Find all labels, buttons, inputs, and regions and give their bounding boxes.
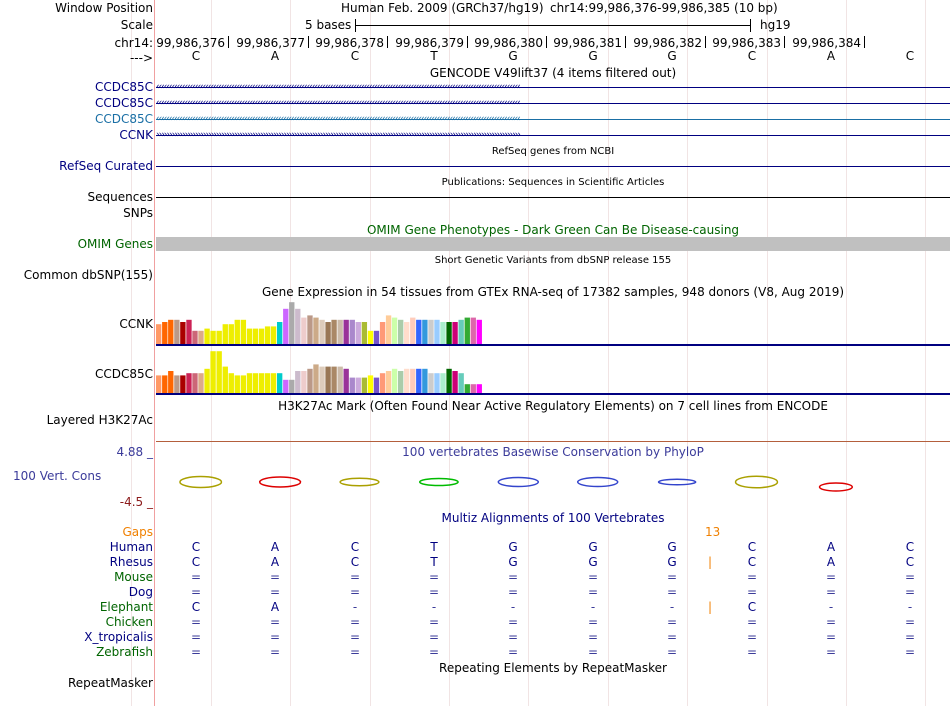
publications-track-title: Publications: Sequences in Scientific Articles [441,177,665,188]
gtex-tissue-bar[interactable] [338,320,343,344]
alignment-base[interactable]: = [507,630,519,644]
gtex-gene-label-ccnk[interactable]: CCNK [119,317,153,331]
alignment-base[interactable]: C [905,555,915,569]
coordinate-tick-label: 99,986,381 [553,36,622,50]
gtex-tissue-bar[interactable] [374,331,379,344]
scale-bar [355,25,751,26]
alignment-base[interactable]: A [826,555,836,569]
species-label[interactable]: Mouse [114,570,153,584]
gtex-tissue-bar[interactable] [247,329,252,344]
alignment-base[interactable]: = [904,615,916,629]
gtex-tissue-bar[interactable] [465,318,470,344]
gtex-tissue-bar[interactable] [404,369,409,393]
phylop-score-mark[interactable] [420,479,458,486]
alignment-base[interactable]: = [428,585,440,599]
gtex-tissue-bar[interactable] [452,371,457,393]
strand-label[interactable]: ---> [129,51,153,65]
gtex-tissue-bar[interactable] [477,384,482,393]
gtex-tissue-bar[interactable] [289,302,294,344]
gtex-svg[interactable] [0,300,950,400]
gtex-tissue-bar[interactable] [204,369,209,393]
alignment-base[interactable]: = [507,585,519,599]
alignment-base[interactable]: = [825,615,837,629]
alignment-base[interactable]: G [588,540,598,554]
gtex-tissue-bar[interactable] [398,320,403,344]
gtex-tissue-bar[interactable] [392,318,397,344]
strand-chevrons: ‹‹‹‹‹‹‹‹‹‹‹‹‹‹‹‹‹‹‹‹‹‹‹‹‹‹‹‹‹‹‹‹‹‹‹‹‹‹‹‹‹‹‹‹‹‹‹‹‹‹‹‹‹‹‹‹‹‹‹‹‹‹‹‹‹‹‹‹‹‹‹‹‹‹‹‹‹‹‹‹‹‹‹‹‹‹‹‹‹‹‹‹‹‹‹‹‹‹‹‹‹‹‹‹‹‹‹‹‹‹‹‹‹‹‹‹‹‹‹‹‹‹‹‹‹‹‹‹‹‹‹‹‹‹‹‹‹‹‹‹ [156,98,520,108]
phylop-track-title: 100 vertebrates Basewise Conservation by PhyloP [402,445,704,459]
gtex-track-title: Gene Expression in 54 tissues from GTEx RNA-seq of 17382 samples, 948 donors (V8, Aug 2019) [261,285,845,299]
window-position-label: Window Position [55,1,153,15]
gtex-tissue-bar[interactable] [350,320,355,344]
species-label[interactable]: Zebrafish [96,645,153,659]
gtex-tissue-bar[interactable] [434,320,439,344]
alignment-base[interactable]: = [904,585,916,599]
alignment-base[interactable]: = [587,615,599,629]
gtex-tissue-bar[interactable] [410,318,415,344]
alignment-base[interactable]: = [428,630,440,644]
phylop-score-mark[interactable] [820,483,853,491]
refseq-track-title: RefSeq genes from NCBI [491,146,615,157]
alignment-base[interactable]: = [507,570,519,584]
gtex-tissue-bar[interactable] [319,320,324,344]
omim-gene-block[interactable] [156,237,950,251]
multiz-track-title: Multiz Alignments of 100 Vertebrates [441,511,665,525]
gtex-tissue-bar[interactable] [362,378,367,393]
gtex-tissue-bar[interactable] [338,367,343,393]
alignment-base[interactable]: C [747,600,757,614]
species-label[interactable]: Rhesus [109,555,153,569]
dbsnp-track-title: Short Genetic Variants from dbSNP release 155 [434,255,672,266]
gtex-tissue-bar[interactable] [295,309,300,344]
strand-chevrons: ‹‹‹‹‹‹‹‹‹‹‹‹‹‹‹‹‹‹‹‹‹‹‹‹‹‹‹‹‹‹‹‹‹‹‹‹‹‹‹‹‹‹‹‹‹‹‹‹‹‹‹‹‹‹‹‹‹‹‹‹‹‹‹‹‹‹‹‹‹‹‹‹‹‹‹‹‹‹‹‹‹‹‹‹‹‹‹‹‹‹‹‹‹‹‹‹‹‹‹‹‹‹‹‹‹‹‹‹‹‹‹‹‹‹‹‹‹‹‹‹‹‹‹‹‹‹‹‹‹‹‹‹‹‹‹‹‹‹‹‹ [156,82,520,92]
alignment-base[interactable]: = [190,570,202,584]
phylop-label[interactable]: 100 Vert. Cons [13,469,102,483]
alignment-base[interactable]: C [747,555,757,569]
alignment-base[interactable]: = [746,570,758,584]
gtex-tissue-bar[interactable] [210,351,215,393]
gtex-tissue-bar[interactable] [386,315,391,344]
gtex-tissue-bar[interactable] [416,369,421,393]
species-label[interactable]: Human [109,540,153,554]
gtex-tissue-bar[interactable] [265,373,270,393]
sequence-base[interactable]: T [430,49,438,63]
coordinate-tick-label: 99,986,382 [633,36,702,50]
gtex-tissue-bar[interactable] [295,371,300,393]
alignment-base[interactable]: C [350,540,360,554]
coordinate-tick [387,36,388,48]
alignment-base[interactable]: - [431,600,437,614]
alignment-base[interactable]: = [666,630,678,644]
alignment-base[interactable]: - [669,600,675,614]
gtex-tissue-bar[interactable] [229,373,234,393]
alignment-base[interactable]: = [666,645,678,659]
gene-label-ccdc85c[interactable]: CCDC85C [94,80,153,94]
alignment-base[interactable]: A [270,540,280,554]
phylop-score-mark[interactable] [260,477,301,487]
gtex-tissue-bar[interactable] [398,371,403,393]
gtex-tissue-bar[interactable] [247,373,252,393]
phylop-score-mark[interactable] [180,477,222,488]
alignment-base[interactable]: = [349,645,361,659]
alignment-base[interactable]: = [746,585,758,599]
gene-label-ccdc85c[interactable]: CCDC85C [94,96,153,110]
gtex-tissue-bar[interactable] [416,320,421,344]
phylop-score-mark[interactable] [498,478,538,487]
gtex-tissue-bar[interactable] [368,331,373,344]
alignment-base[interactable]: = [269,645,281,659]
strand-chevrons: ‹‹‹‹‹‹‹‹‹‹‹‹‹‹‹‹‹‹‹‹‹‹‹‹‹‹‹‹‹‹‹‹‹‹‹‹‹‹‹‹‹‹‹‹‹‹‹‹‹‹‹‹‹‹‹‹‹‹‹‹‹‹‹‹‹‹‹‹‹‹‹‹‹‹‹‹‹‹‹‹‹‹‹‹‹‹‹‹‹‹‹‹‹‹‹‹‹‹‹‹‹‹‹‹‹‹‹‹‹‹‹‹‹‹‹‹‹‹‹‹‹‹‹‹‹‹‹‹‹‹‹‹‹‹‹‹‹‹‹‹ [156,114,520,124]
alignment-base[interactable]: = [349,585,361,599]
gtex-tissue-bar[interactable] [313,364,318,393]
gtex-tissue-bar[interactable] [265,326,270,344]
alignment-base[interactable]: = [904,570,916,584]
alignment-base[interactable]: = [825,645,837,659]
alignment-base[interactable]: G [667,540,677,554]
alignment-base[interactable]: = [666,615,678,629]
gtex-tissue-bar[interactable] [271,373,276,393]
alignment-base[interactable]: = [666,585,678,599]
gtex-tissue-bar[interactable] [289,380,294,393]
alignment-base[interactable]: = [269,615,281,629]
alignment-base[interactable]: = [269,585,281,599]
alignment-base[interactable]: = [190,615,202,629]
gtex-tissue-bar[interactable] [186,373,191,393]
phylop-score-mark[interactable] [340,478,379,486]
sequences-label[interactable]: Sequences [87,190,153,204]
gtex-tissue-bar[interactable] [174,375,179,393]
omim-track-title: OMIM Gene Phenotypes - Dark Green Can Be Disease-causing [366,223,740,237]
gtex-tissue-bar[interactable] [356,322,361,344]
dbsnp-label[interactable]: Common dbSNP(155) [23,268,153,282]
alignment-base[interactable]: = [587,645,599,659]
alignment-base[interactable]: - [828,600,834,614]
refseq-track-line[interactable] [156,166,950,167]
gap-count[interactable]: 13 [705,525,721,539]
gtex-tissue-bar[interactable] [410,369,415,393]
alignment-base[interactable]: = [269,570,281,584]
species-label[interactable]: Chicken [105,615,153,629]
alignment-base[interactable]: = [666,570,678,584]
sequence-base[interactable]: C [191,49,201,63]
coordinate-tick [546,36,547,48]
coordinate-tick-label: 99,986,378 [315,36,384,50]
gtex-tissue-bar[interactable] [422,369,427,393]
gtex-tissue-bar[interactable] [277,373,282,393]
gtex-tissue-bar[interactable] [325,322,330,344]
gtex-gene-label-ccdc85c[interactable]: CCDC85C [94,367,153,381]
strand-chevrons: ›››››››››››››››››››››››››››››››››››››››››››››››››››››››››››››››››››››››››››››››››››››››››››››››››››››››››››››››››››››››››››››››››››››››››››› [156,130,520,140]
sequence-base[interactable]: C [350,49,360,63]
gtex-tissue-bar[interactable] [180,375,185,393]
species-label[interactable]: X_tropicalis [84,630,153,644]
gtex-tissue-bar[interactable] [241,320,246,344]
gtex-tissue-bar[interactable] [319,367,324,393]
repeatmasker-label[interactable]: RepeatMasker [67,676,153,690]
alignment-base[interactable]: = [507,645,519,659]
alignment-base[interactable]: = [428,570,440,584]
alignment-base[interactable]: = [190,630,202,644]
gtex-tissue-bar[interactable] [368,375,373,393]
gtex-tissue-bar[interactable] [380,322,385,344]
coordinate-tick [308,36,309,48]
alignment-base[interactable]: C [905,540,915,554]
gtex-tissue-bar[interactable] [210,331,215,344]
gtex-tissue-bar[interactable] [325,367,330,393]
alignment-base[interactable]: = [428,615,440,629]
gtex-tissue-bar[interactable] [162,375,167,393]
alignment-base[interactable]: = [746,645,758,659]
gtex-tissue-bar[interactable] [192,331,197,344]
gtex-tissue-bar[interactable] [198,373,203,393]
phylop-score-mark[interactable] [659,479,696,485]
gencode-track-title: GENCODE V49lift37 (4 items filtered out) [429,66,677,80]
gtex-tissue-bar[interactable] [271,326,276,344]
gtex-tissue-bar[interactable] [301,318,306,344]
alignment-base[interactable]: = [746,630,758,644]
gtex-tissue-bar[interactable] [198,331,203,344]
gtex-tissue-bar[interactable] [174,320,179,344]
gtex-tissue-bar[interactable] [362,322,367,344]
gtex-tissue-bar[interactable] [168,371,173,393]
alignment-base[interactable]: C [191,600,201,614]
gtex-tissue-bar[interactable] [168,320,173,344]
assembly-name: Human Feb. 2009 (GRCh37/hg19) [341,1,544,15]
alignment-base[interactable]: = [349,570,361,584]
gtex-tissue-bar[interactable] [259,373,264,393]
scale-db: hg19 [760,18,791,32]
alignment-base[interactable]: G [508,540,518,554]
snps-label[interactable]: SNPs [123,206,153,220]
sequence-base[interactable]: G [588,49,598,63]
alignment-base[interactable]: = [825,570,837,584]
alignment-base[interactable]: = [825,630,837,644]
gtex-tissue-bar[interactable] [380,373,385,393]
gtex-tissue-bar[interactable] [217,331,222,344]
gtex-tissue-bar[interactable] [374,378,379,393]
sequence-base[interactable]: C [747,49,757,63]
alignment-base[interactable]: G [588,555,598,569]
position-readout: chr14:99,986,376-99,986,385 (10 bp) [550,1,778,15]
h3k27ac-label[interactable]: Layered H3K27Ac [46,413,153,427]
repeatmasker-track-title: Repeating Elements by RepeatMasker [439,661,667,675]
gtex-tissue-bar[interactable] [235,375,240,393]
gtex-tissue-bar[interactable] [192,373,197,393]
gtex-tissue-bar[interactable] [452,322,457,344]
gtex-tissue-bar[interactable] [223,324,228,344]
alignment-base[interactable]: = [428,645,440,659]
coordinate-tick-label: 99,986,383 [712,36,781,50]
gtex-tissue-bar[interactable] [440,322,445,344]
species-label[interactable]: Dog [128,585,153,599]
scale-text: 5 bases [305,18,352,32]
gtex-tissue-bar[interactable] [301,371,306,393]
gtex-tissue-bar[interactable] [229,324,234,344]
gaps-label[interactable]: Gaps [122,525,153,539]
gtex-tissue-bar[interactable] [465,384,470,393]
gtex-tissue-bar[interactable] [204,329,209,344]
chrom-label[interactable]: chr14: [114,36,153,50]
phylop-score-mark[interactable] [736,476,778,488]
alignment-base[interactable]: - [907,600,913,614]
gtex-tissue-bar[interactable] [356,378,361,393]
gtex-tissue-bar[interactable] [283,309,288,344]
alignment-base[interactable]: C [191,540,201,554]
gtex-tissue-bar[interactable] [471,318,476,344]
coordinate-tick [625,36,626,48]
alignment-base[interactable]: T [430,540,438,554]
alignment-base[interactable]: = [349,615,361,629]
gtex-tissue-bar[interactable] [156,375,161,393]
gtex-tissue-bar[interactable] [235,320,240,344]
gtex-tissue-bar[interactable] [241,375,246,393]
insertion-marker[interactable]: | [708,600,713,614]
alignment-base[interactable]: = [587,630,599,644]
coordinate-tick [467,36,468,48]
sequence-base[interactable]: C [905,49,915,63]
gtex-tissue-bar[interactable] [434,373,439,393]
scale-bar-right-tick [750,19,751,32]
alignment-base[interactable]: = [904,645,916,659]
scale-label: Scale [120,18,153,32]
alignment-base[interactable]: C [350,555,360,569]
gtex-tissue-bar[interactable] [422,320,427,344]
gtex-baseline-ccdc85c [156,393,950,395]
alignment-base[interactable]: = [269,630,281,644]
sequence-base[interactable]: A [826,49,836,63]
gtex-tissue-bar[interactable] [392,369,397,393]
h3k27ac-baseline[interactable] [156,441,950,442]
h3k27ac-track-title: H3K27Ac Mark (Often Found Near Active Regulatory Elements) on 7 cell lines from ENCODE [278,399,828,413]
coordinate-tick-label: 99,986,384 [792,36,861,50]
refseq-label[interactable]: RefSeq Curated [59,159,153,173]
alignment-base[interactable]: C [191,555,201,569]
alignment-base[interactable]: A [270,600,280,614]
publications-track-line[interactable] [156,197,950,198]
gtex-tissue-bar[interactable] [217,351,222,393]
sequence-base[interactable]: G [508,49,518,63]
alignment-base[interactable]: = [190,645,202,659]
gtex-tissue-bar[interactable] [162,322,167,344]
sequence-base[interactable]: G [667,49,677,63]
gtex-tissue-bar[interactable] [404,322,409,344]
alignment-base[interactable]: = [825,585,837,599]
coordinate-tick [705,36,706,48]
gtex-tissue-bar[interactable] [471,384,476,393]
gene-label-ccdc85c[interactable]: CCDC85C [94,112,153,126]
alignment-base[interactable]: = [349,630,361,644]
alignment-base[interactable]: = [587,570,599,584]
gtex-tissue-bar[interactable] [459,320,464,344]
omim-label[interactable]: OMIM Genes [77,237,153,251]
alignment-base[interactable]: = [746,615,758,629]
coordinate-tick [864,36,865,48]
alignment-base[interactable]: T [430,555,438,569]
phylop-y-min: -4.5 _ [119,495,153,509]
gtex-tissue-bar[interactable] [253,373,258,393]
gtex-tissue-bar[interactable] [350,378,355,393]
gtex-tissue-bar[interactable] [446,322,451,344]
alignment-base[interactable]: - [510,600,516,614]
gtex-tissue-bar[interactable] [277,322,282,344]
gtex-tissue-bar[interactable] [477,320,482,344]
coordinate-tick [228,36,229,48]
coordinate-tick [784,36,785,48]
scale-bar-left-tick [355,19,356,32]
insertion-marker[interactable]: | [708,555,713,569]
gtex-tissue-bar[interactable] [428,320,433,344]
gtex-tissue-bar[interactable] [283,380,288,393]
gtex-tissue-bar[interactable] [331,367,336,393]
alignment-base[interactable]: = [587,585,599,599]
alignment-base[interactable]: G [667,555,677,569]
coordinate-tick-label: 99,986,377 [236,36,305,50]
gtex-tissue-bar[interactable] [440,373,445,393]
alignment-base[interactable]: - [590,600,596,614]
alignment-base[interactable]: C [747,540,757,554]
alignment-base[interactable]: G [508,555,518,569]
gene-label-ccnk[interactable]: CCNK [119,128,153,142]
gtex-tissue-bar[interactable] [344,320,349,344]
gtex-tissue-bar[interactable] [180,322,185,344]
gtex-tissue-bar[interactable] [459,373,464,393]
gtex-tissue-bar[interactable] [259,329,264,344]
gtex-tissue-bar[interactable] [156,324,161,344]
species-label[interactable]: Elephant [99,600,153,614]
gtex-tissue-bar[interactable] [344,369,349,393]
gtex-baseline-ccnk [156,344,950,346]
phylop-y-max: 4.88 _ [116,445,153,459]
coordinate-tick-label: 99,986,376 [156,36,225,50]
alignment-base[interactable]: - [352,600,358,614]
phylop-score-mark[interactable] [578,478,618,487]
alignment-base[interactable]: A [826,540,836,554]
gtex-tissue-bar[interactable] [253,329,258,344]
sequence-base[interactable]: A [270,49,280,63]
coordinate-tick-label: 99,986,380 [474,36,543,50]
gtex-tissue-bar[interactable] [313,318,318,344]
gtex-tissue-bar[interactable] [223,367,228,393]
gtex-tissue-bar[interactable] [331,320,336,344]
gtex-tissue-bar[interactable] [307,315,312,344]
alignment-base[interactable]: A [270,555,280,569]
phylop-svg[interactable] [0,460,950,510]
gtex-tissue-bar[interactable] [386,371,391,393]
gtex-tissue-bar[interactable] [307,369,312,393]
alignment-base[interactable]: = [904,630,916,644]
gtex-tissue-bar[interactable] [186,320,191,344]
gtex-tissue-bar[interactable] [446,369,451,393]
gtex-tissue-bar[interactable] [428,373,433,393]
alignment-base[interactable]: = [507,615,519,629]
alignment-base[interactable]: = [190,585,202,599]
coordinate-tick-label: 99,986,379 [395,36,464,50]
